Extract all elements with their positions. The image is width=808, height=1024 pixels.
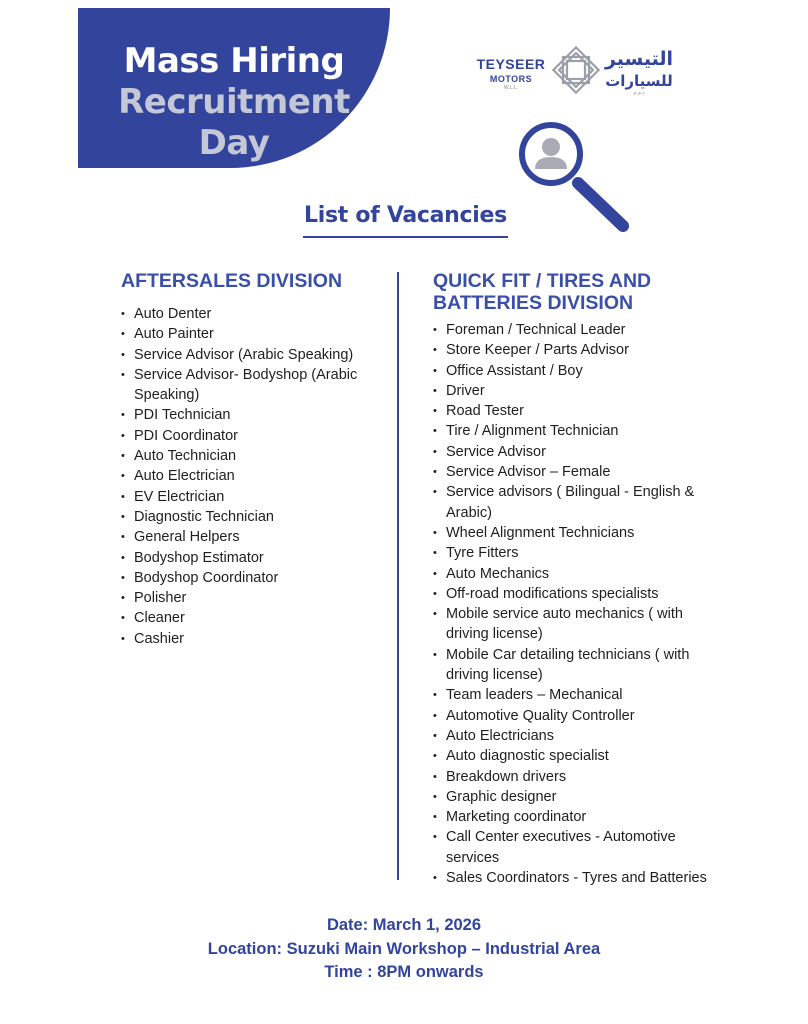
magnifying-glass-person-icon [515, 118, 635, 238]
event-date: Date: March 1, 2026 [326, 916, 482, 934]
hero-banner [78, 8, 390, 168]
vacancies-title: List of Vacancies [304, 203, 507, 228]
vacancy-item: • Auto Technician [121, 446, 383, 466]
vacancy-item: • Auto Denter [121, 304, 383, 324]
vacancy-item: • Store Keeper / Parts Advisor [433, 340, 708, 360]
vacancy-item: • Mobile Car detailing technicians ( with driving license) [433, 645, 708, 686]
logo-english-sub: MOTORS [489, 74, 533, 84]
vacancy-item: • General Helpers [121, 527, 383, 547]
logo-arabic-suffix: ذ.م.م [633, 90, 645, 96]
vacancy-item: • Breakdown drivers [433, 767, 708, 787]
aftersales-heading: AFTERSALES DIVISION [121, 270, 343, 292]
vacancy-item: • PDI Coordinator [121, 426, 383, 446]
vacancy-item: • Foreman / Technical Leader [433, 320, 708, 340]
vacancy-item: • Off-road modifications specialists [433, 584, 708, 604]
hero-title-line-2: Recruitment [118, 82, 350, 122]
teyseer-logo-mark-icon [550, 44, 602, 96]
vacancy-item: • Service Advisor (Arabic Speaking) [121, 345, 383, 365]
vacancy-item: • Mobile service auto mechanics ( with driving license) [433, 604, 708, 645]
vacancy-item: • Auto Electricians [433, 726, 708, 746]
hero-title-line-1: Mass Hiring [123, 41, 345, 81]
vacancy-item: • Marketing coordinator [433, 807, 708, 827]
event-location: Location: Suzuki Main Workshop – Industrial Area [207, 940, 601, 958]
vacancy-item: • Graphic designer [433, 787, 708, 807]
vacancy-item: • Bodyshop Estimator [121, 548, 383, 568]
vacancy-item: • Automotive Quality Controller [433, 706, 708, 726]
vacancy-item: • Call Center executives - Automotive services [433, 827, 708, 868]
vacancy-item: • Auto Painter [121, 324, 383, 344]
logo-arabic-sub: للسيارات [605, 72, 673, 90]
vacancy-item: • Service Advisor- Bodyshop (Arabic Speaking) [121, 365, 383, 406]
aftersales-list [121, 304, 383, 649]
vacancy-item: • Wheel Alignment Technicians [433, 523, 708, 543]
vacancy-item: • Auto diagnostic specialist [433, 746, 708, 766]
vacancy-item: • Bodyshop Coordinator [121, 568, 383, 588]
vacancy-item: • Polisher [121, 588, 383, 608]
event-time: Time : 8PM onwards [324, 963, 484, 981]
logo-arabic-name: التيسير [604, 48, 674, 70]
vacancy-item: • Auto Mechanics [433, 564, 708, 584]
vacancy-item: • Team leaders – Mechanical [433, 685, 708, 705]
vacancy-item: • Auto Electrician [121, 466, 383, 486]
vacancy-item: • Tire / Alignment Technician [433, 421, 708, 441]
hero-title-line-3: Day [198, 123, 270, 163]
vacancy-item: • PDI Technician [121, 405, 383, 425]
quickfit-heading: QUICK FIT / TIRES AND BATTERIES DIVISION [433, 270, 652, 314]
vacancy-item: • EV Electrician [121, 487, 383, 507]
quickfit-list [433, 320, 708, 888]
vacancy-item: • Service Advisor [433, 442, 708, 462]
vacancy-item: • Service advisors ( Bilingual - English & Arabic) [433, 482, 708, 523]
logo-english-name: TEYSEER [476, 56, 546, 72]
vacancy-item: • Service Advisor – Female [433, 462, 708, 482]
vacancy-item: • Cleaner [121, 608, 383, 628]
vacancy-item: • Diagnostic Technician [121, 507, 383, 527]
logo-english-suffix: W.L.L. [503, 85, 519, 91]
column-divider [397, 272, 399, 880]
vacancy-item: • Cashier [121, 629, 383, 649]
vacancy-item: • Road Tester [433, 401, 708, 421]
vacancy-item: • Driver [433, 381, 708, 401]
vacancy-item: • Office Assistant / Boy [433, 361, 708, 381]
company-logo [476, 42, 674, 100]
vacancies-title-underline [303, 236, 508, 238]
vacancy-item: • Tyre Fitters [433, 543, 708, 563]
vacancy-item: • Sales Coordinators - Tyres and Batteries [433, 868, 708, 888]
